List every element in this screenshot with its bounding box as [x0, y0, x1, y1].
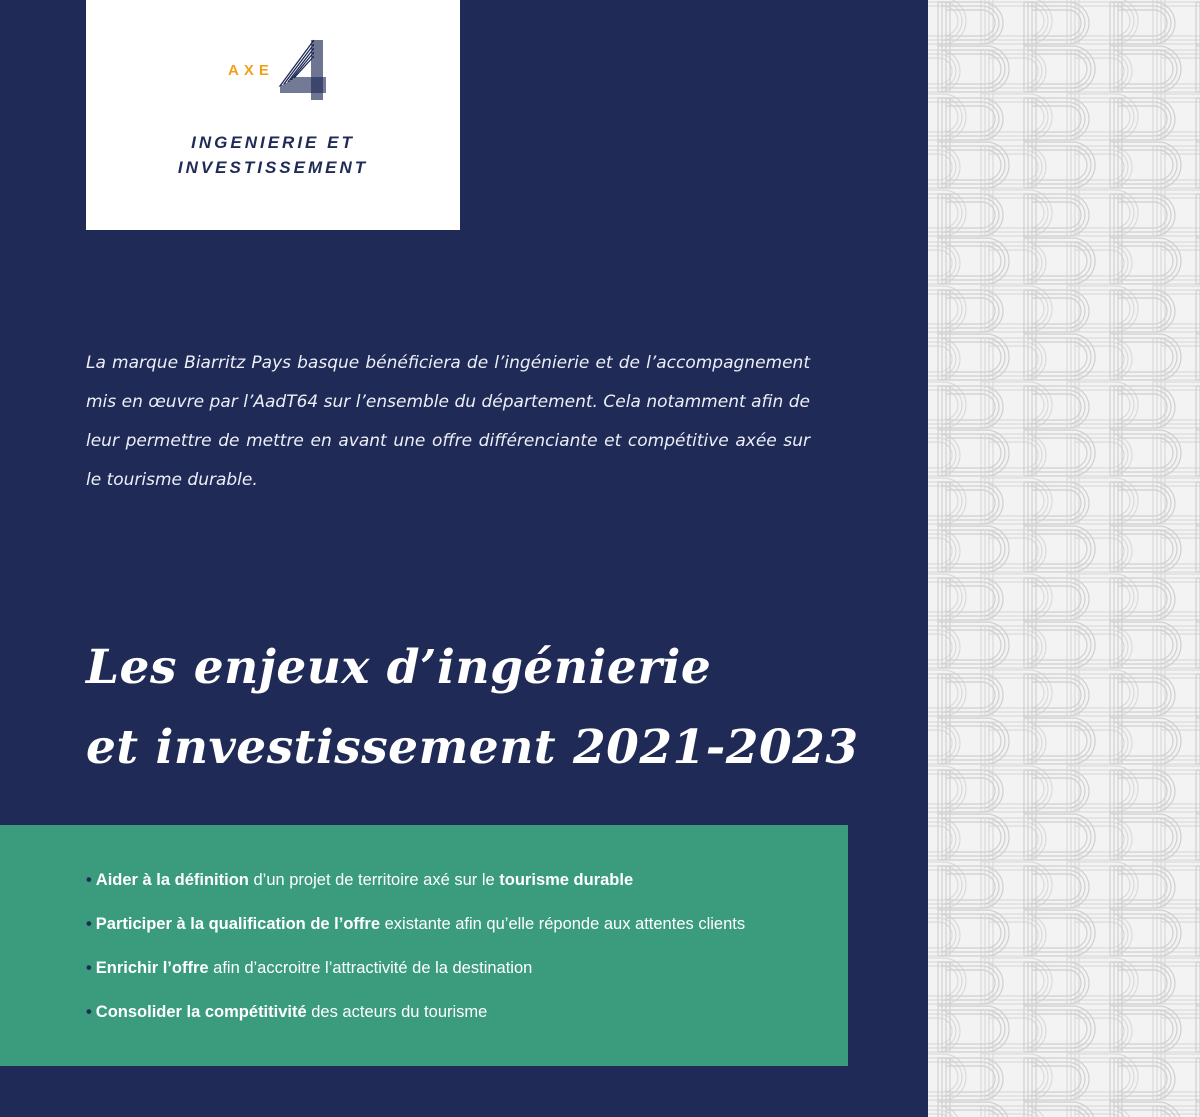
decorative-b-pattern [928, 0, 1200, 1117]
issue-text: des acteurs du tourisme [306, 1003, 488, 1021]
issues-list [86, 869, 836, 1045]
intro-paragraph: La marque Biarritz Pays basque bénéficiera de l’ingénierie et de l’accompagnement mis en œuvre par l’AadT64 sur l’ensemble du département. Cela notamment afin de leur permettre de mettre en avant une offre différenciante et compétitive axée sur le tourisme durable. [86, 353, 810, 490]
axe-title-line-1: INGENIERIE ET [191, 133, 355, 152]
issue-item [86, 869, 836, 891]
issue-bold: Aider à la définition [95, 871, 249, 889]
bullet-icon: • [86, 1003, 92, 1021]
b-pattern-icon [928, 0, 1200, 1117]
issue-text: existante afin qu’elle réponde aux attentes clients [380, 915, 746, 933]
issue-bold: Enrichir l’offre [95, 959, 209, 977]
issue-text: d’un projet de territoire axé sur le [248, 871, 500, 889]
bullet-icon: • [86, 959, 92, 977]
axe-card [86, 0, 460, 230]
issue-item [86, 913, 836, 935]
headline [86, 628, 859, 788]
issue-item [86, 957, 836, 979]
issue-bold: Participer à la qualification de l’offre [95, 915, 381, 933]
headline-line-1: Les enjeux d’ingénierie [86, 640, 712, 695]
axe-title-line-2: INVESTISSEMENT [177, 158, 369, 177]
issue-text: afin d’accroitre l’attractivité de la destination [208, 959, 533, 977]
issue-bold-end: tourisme durable [499, 871, 634, 889]
issues-box [0, 825, 848, 1066]
issue-bold: Consolider la compétitivité [95, 1003, 307, 1021]
axe-number-4-icon [278, 38, 328, 102]
axe-label: AXE [228, 62, 274, 79]
headline-line-2: et investissement 2021-2023 [86, 720, 859, 775]
issue-item [86, 1001, 836, 1023]
axe-title [86, 130, 460, 180]
bullet-icon: • [86, 915, 92, 933]
bullet-icon: • [86, 871, 92, 889]
